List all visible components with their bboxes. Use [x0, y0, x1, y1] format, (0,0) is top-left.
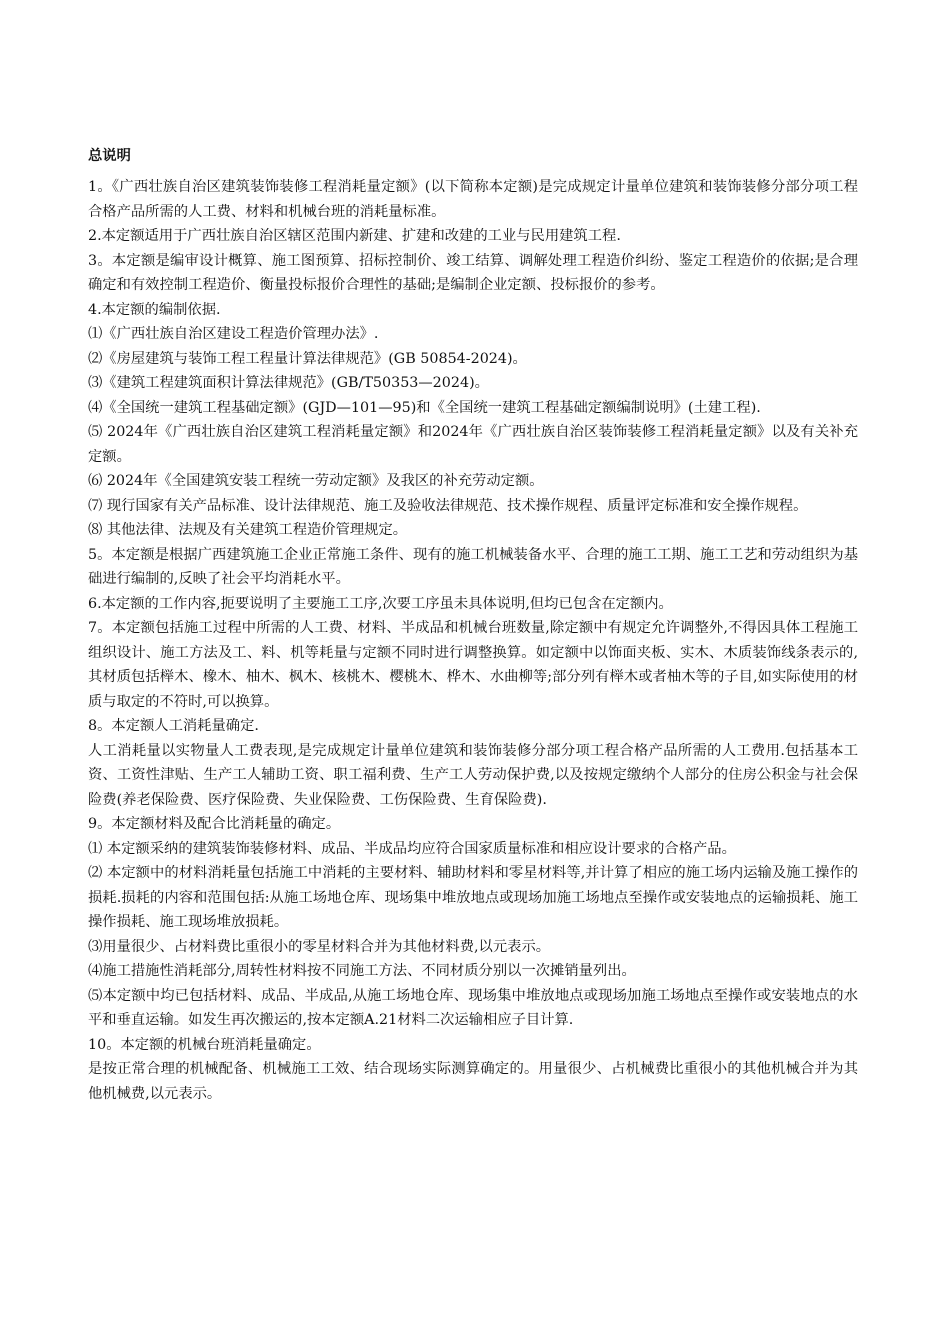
paragraph-3: 3。本定额是编审设计概算、施工图预算、招标控制价、竣工结算、调解处理工程造价纠纷、鉴定工程造价的依据;是合理确定和有效控制工程造价、衡量投标报价合理性的基础;是编制企业定额、投标报价的参考。: [88, 252, 858, 293]
material-item-3: ⑶用量很少、占材料费比重很小的零星材料合并为其他材料费,以元表示。: [88, 938, 551, 955]
material-item-4: ⑷施工措施性消耗部分,周转性材料按不同施工方法、不同材质分别以一次摊销量列出。: [88, 963, 636, 979]
material-item-2: ⑵ 本定额中的材料消耗量包括施工中消耗的主要材料、辅助材料和零星材料等,并计算了相应的施工场内运输及施工操作的损耗.损耗的内容和范围包括:从施工场地仓库、现场集中堆放地点或现场加施工场地点至操作或安装地点的运输损耗、施工操作损耗、施工现场堆放损耗。: [88, 865, 858, 930]
paragraph-1: 1。《广西壮族自治区建筑装饰装修工程消耗量定额》(以下简称本定额)是完成规定计量单位建筑和装饰装修分部分项工程合格产品所需的人工费、材料和机械台班的消耗量标准。: [88, 179, 858, 220]
basis-item-3: ⑶《建筑工程建筑面积计算法律规范》(GB/T50353—2024)。: [88, 375, 489, 391]
document-title: 总说明: [88, 148, 131, 164]
basis-item-8: ⑻ 其他法律、法规及有关建筑工程造价管理规定。: [88, 522, 408, 538]
paragraph-7: 7。本定额包括施工过程中所需的人工费、材料、半成品和机械台班数量,除定额中有规定允许调整外,不得因具体工程施工组织设计、施工方法及工、料、机等耗量与定额不同时进行调整换算。如定额中以饰面夹板、实木、木质装饰线条表示的,其材质包括榉木、橡木、柚木、枫木、核桃木、樱桃木、桦木、水曲柳等;部分列有榉木或者柚木等的子目,如实际使用的材质与取定的不符时,可以换算。: [88, 620, 858, 710]
basis-item-4: ⑷《全国统一建筑工程基础定额》(GJD—101—95)和《全国统一建筑工程基础定额编制说明》(土建工程).: [88, 399, 761, 416]
paragraph-2: 2.本定额适用于广西壮族自治区辖区范围内新建、扩建和改建的工业与民用建筑工程.: [88, 228, 621, 244]
labor-description: 人工消耗量以实物量人工费表现,是完成规定计量单位建筑和装饰装修分部分项工程合格产品所需的人工费用.包括基本工资、工资性津贴、生产工人辅助工资、职工福利费、生产工人劳动保护费,以及按规定缴纳个人部分的住房公积金与社会保险费(养老保险费、医疗保险费、失业保险费、工伤保险费、生育保险费).: [88, 742, 858, 808]
material-item-1: ⑴ 本定额采纳的建筑装饰装修材料、成品、半成品均应符合国家质量标准和相应设计要求的合格产品。: [88, 840, 736, 857]
basis-item-7: ⑺ 现行国家有关产品标准、设计法律规范、施工及验收法律规范、技术操作规程、质量评定标准和安全操作规程。: [88, 497, 808, 514]
basis-item-2: ⑵《房屋建筑与装饰工程工程量计算法律规范》(GB 50854-2024)。: [88, 350, 527, 367]
document-body: [88, 175, 858, 1106]
material-item-5: ⑸本定额中均已包括材料、成品、半成品,从施工场地仓库、现场集中堆放地点或现场加施工场地点至操作或安装地点的水平和垂直运输。如发生再次搬运的,按本定额A.21材料二次运输相应子目计算.: [88, 987, 858, 1028]
paragraph-8: 8。本定额人工消耗量确定.: [88, 718, 259, 734]
paragraph-9: 9。本定额材料及配合比消耗量的确定。: [88, 816, 341, 832]
paragraph-4: 4.本定额的编制依据.: [88, 301, 221, 318]
paragraph-5: 5。本定额是根据广西建筑施工企业正常施工条件、现有的施工机械装备水平、合理的施工工期、施工工艺和劳动组织为基础进行编制的,反映了社会平均消耗水平。: [88, 546, 858, 587]
basis-item-6: ⑹ 2024年《全国建筑安装工程统一劳动定额》及我区的补充劳动定额。: [88, 473, 544, 489]
basis-item-1: ⑴《广西壮族自治区建设工程造价管理办法》.: [88, 326, 379, 342]
paragraph-6: 6.本定额的工作内容,扼要说明了主要施工工序,次要工序虽未具体说明,但均已包含在定额内。: [88, 595, 673, 612]
machinery-description: 是按正常合理的机械配备、机械施工工效、结合现场实际测算确定的。用量很少、占机械费比重很小的其他机械合并为其他机械费,以元表示。: [88, 1061, 858, 1102]
basis-item-5: ⑸ 2024年《广西壮族自治区建筑工程消耗量定额》和2024年《广西壮族自治区装饰装修工程消耗量定额》以及有关补充定额。: [88, 424, 858, 465]
document-page: [88, 143, 858, 1106]
paragraph-10: 10。本定额的机械台班消耗量确定。: [88, 1036, 321, 1053]
